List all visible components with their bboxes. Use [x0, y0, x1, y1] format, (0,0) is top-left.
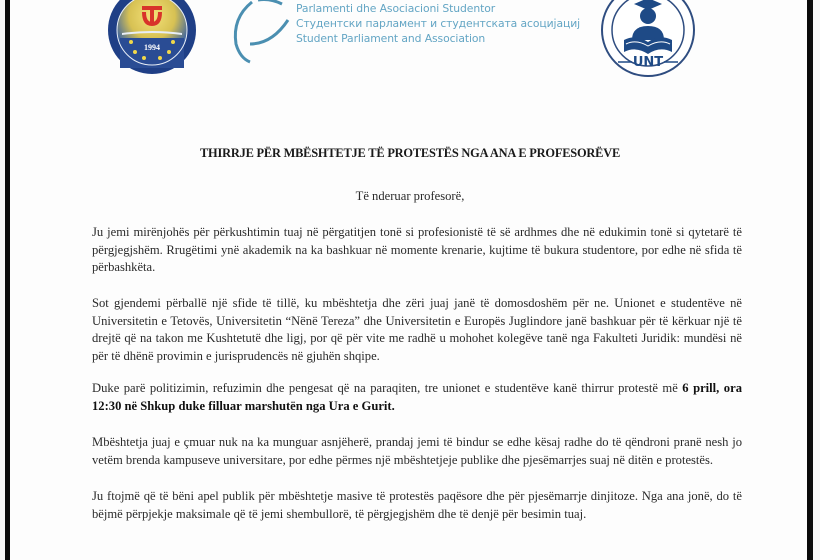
paragraph-challenge: Sot gjendemi përballë një sfide të tillë, ku mbështetja dhe zëri juaj janë të domosdoshëm për ne. Unionet e studentëve në Universitetin e Tetovës, Universitetin “Nënë Tereza” dhe Universitetin e Europës Juglindore janë bashkuar për të kërkuar një të drejtë që na takon me Kushtetutë dhe ligj, por që për vite me radhë u mohohet kolegëve tanë nga Fakulteti Juridik: mundësi në për të dhënë provimin e jurisprudencës në gjuhën shqipe.	[92, 296, 742, 363]
university-seal-logo	[104, 0, 200, 76]
document-page	[10, 0, 807, 560]
protest-date-location: 6 prill, ora 12:30 në Shkup duke filluar marshutën nga Ura e Gurit.	[92, 381, 742, 413]
parliament-name-albanian: Parlamenti dhe Asociacioni Studentor	[296, 2, 496, 15]
protest-intro-text: Duke parë politizimin, refuzimin dhe pengesat që na paraqiten, tre unionet e studentëve kanë thirrur protestë më	[92, 381, 683, 395]
parliament-name-english: Student Parliament and Association	[296, 32, 486, 46]
svg-text:1994: 1994	[144, 43, 160, 52]
paragraph-invitation: Ju ftojmë që të bëni apel publik për mbështetje masive të protestës paqësore dhe për pjesëmarrje dinjitoze. Nga ana jonë, do të bëjmë përpjekje maksimale që të jemi shembullorë, të përgjegjshëm dhe të denjë për besimin tuaj.	[92, 489, 742, 521]
parliament-name-macedonian: Студентски парламент и студентската асоцијациј	[296, 17, 581, 31]
paragraph-protest-announcement	[92, 380, 742, 415]
parliament-name-block	[296, 1, 580, 47]
frame-border-left	[5, 0, 10, 560]
parliament-swoosh-logo	[222, 0, 290, 66]
document-title: THIRRJE PËR MBËSHTETJE TË PROTESTËS NGA ANA E PROFESORËVE	[199, 146, 621, 160]
unt-union-logo	[598, 0, 698, 80]
paragraph-support: Mbështetja juaj e çmuar nuk na ka munguar asnjëherë, prandaj jemi të bindur se edhe kësaj radhe do të qëndroni pranë nesh jo vetëm brenda kampuseve universitare, por edhe përmes një mbështetjeje publike dhe pjesëmarrjes suaj në ditën e protestës.	[92, 435, 742, 467]
salutation: Të nderuar profesorë,	[355, 189, 465, 203]
svg-text:UNT: UNT	[632, 55, 664, 70]
frame-border-right	[807, 0, 813, 560]
paragraph-gratitude: Ju jemi mirënjohës për përkushtimin tuaj në përgatitjen tonë si profesionistë të së ardhmes dhe në edukimin tonë si qytetarë të përgjegjshëm. Rrugëtimi ynë akademik na ka bashkuar në momente krenarie, kujtime të bukura studentore, por edhe në sfida të përbashkëta.	[92, 225, 742, 275]
